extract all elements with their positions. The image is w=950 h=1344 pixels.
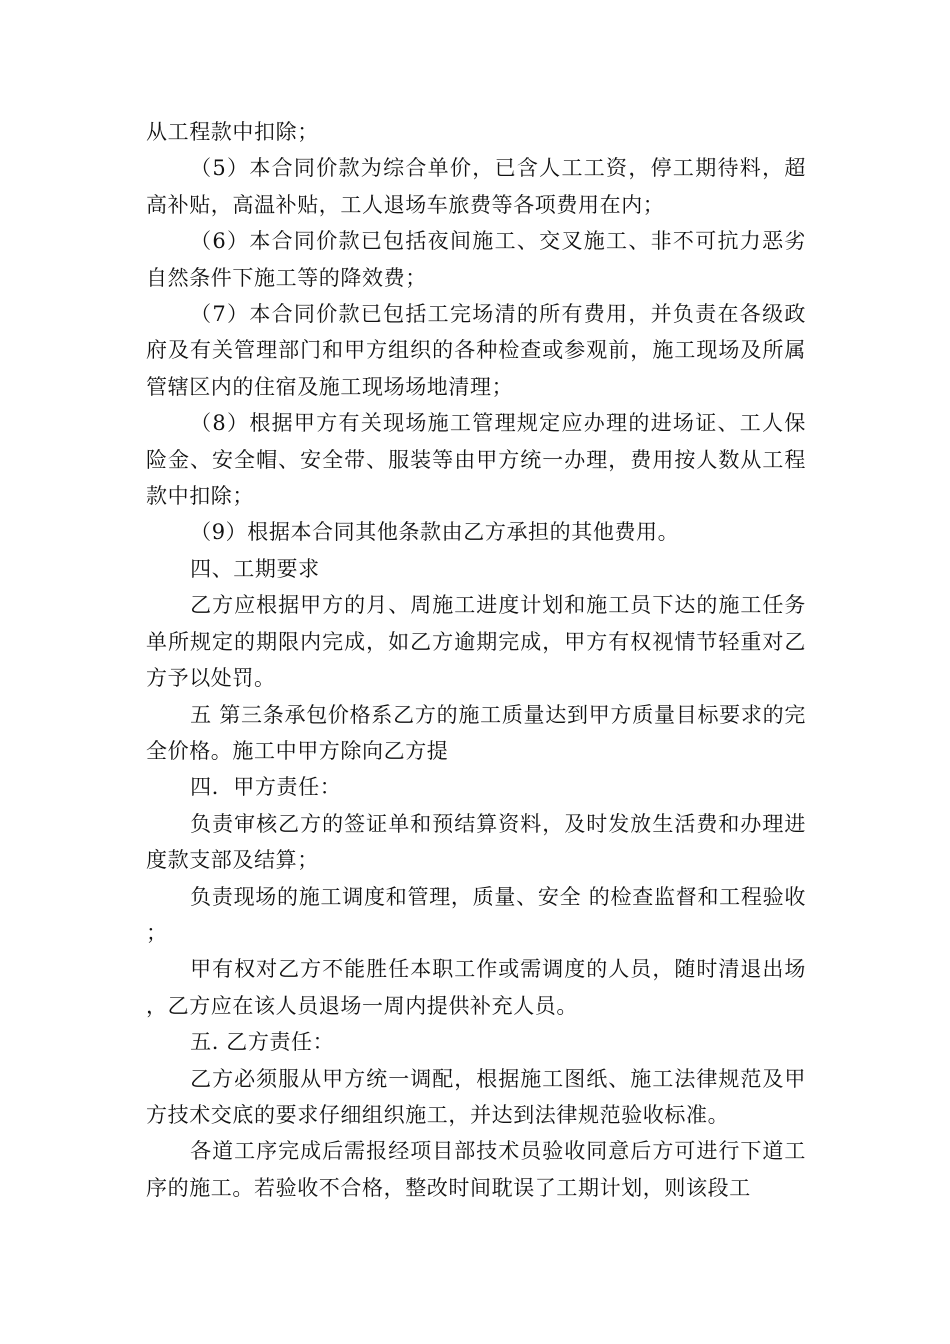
paragraph-price-clause: 五 第三条承包价格系乙方的施工质量达到甲方质量目标要求的完全价格。施工中甲方除向乙方提 xyxy=(146,702,806,763)
paragraph-item-6: （6）本合同价款已包括夜间施工、交叉施工、非不可抗力恶劣自然条件下施工等的降效费； xyxy=(146,229,806,290)
paragraph-party-a-1: 负责审核乙方的签证单和预结算资料，及时发放生活费和办理进度款支部及结算； xyxy=(146,811,806,873)
section-heading-party-a: 四．甲方责任： xyxy=(190,775,342,800)
paragraph-item-9: （9）根据本合同其他条款由乙方承担的其他费用。 xyxy=(190,520,680,545)
paragraph-schedule: 乙方应根据甲方的月、周施工进度计划和施工员下达的施工任务单所规定的期限内完成，如乙方逾期完成，甲方有权视情节轻重对乙方予以处罚。 xyxy=(146,593,806,691)
document-page xyxy=(146,114,806,1206)
paragraph-continuation: 从工程款中扣除； xyxy=(146,120,319,144)
paragraph-party-a-3: 甲有权对乙方不能胜任本职工作或需调度的人员，随时清退出场，乙方应在该人员退场一周内提供补充人员。 xyxy=(146,957,806,1018)
paragraph-party-b-2: 各道工序完成后需报经项目部技术员验收同意后方可进行下道工序的施工。若验收不合格，整改时间耽误了工期计划，则该段工 xyxy=(146,1139,806,1200)
section-heading-schedule: 四、工期要求 xyxy=(190,556,320,581)
paragraph-item-8: （8）根据甲方有关现场施工管理规定应办理的进场证、工人保险金、安全帽、安全带、服装等由甲方统一办理，费用按人数从工程款中扣除； xyxy=(146,411,806,509)
section-heading-party-b: 五. 乙方责任： xyxy=(190,1030,335,1055)
paragraph-party-a-2: 负责现场的施工调度和管理，质量、安全 的检查监督和工程验收； xyxy=(146,884,806,945)
paragraph-party-b-1: 乙方必须服从甲方统一调配，根据施工图纸、施工法律规范及甲方技术交底的要求仔细组织施工，并达到法律规范验收标准。 xyxy=(146,1066,806,1127)
paragraph-item-7: （7）本合同价款已包括工完场清的所有费用，并负责在各级政府及有关管理部门和甲方组织的各种检查或参观前，施工现场及所属管辖区内的住宿及施工现场场地清理； xyxy=(146,302,806,399)
paragraph-item-5: （5）本合同价款为综合单价，已含人工工资，停工期待料，超高补贴，高温补贴，工人退场车旅费等各项费用在内； xyxy=(146,156,806,217)
